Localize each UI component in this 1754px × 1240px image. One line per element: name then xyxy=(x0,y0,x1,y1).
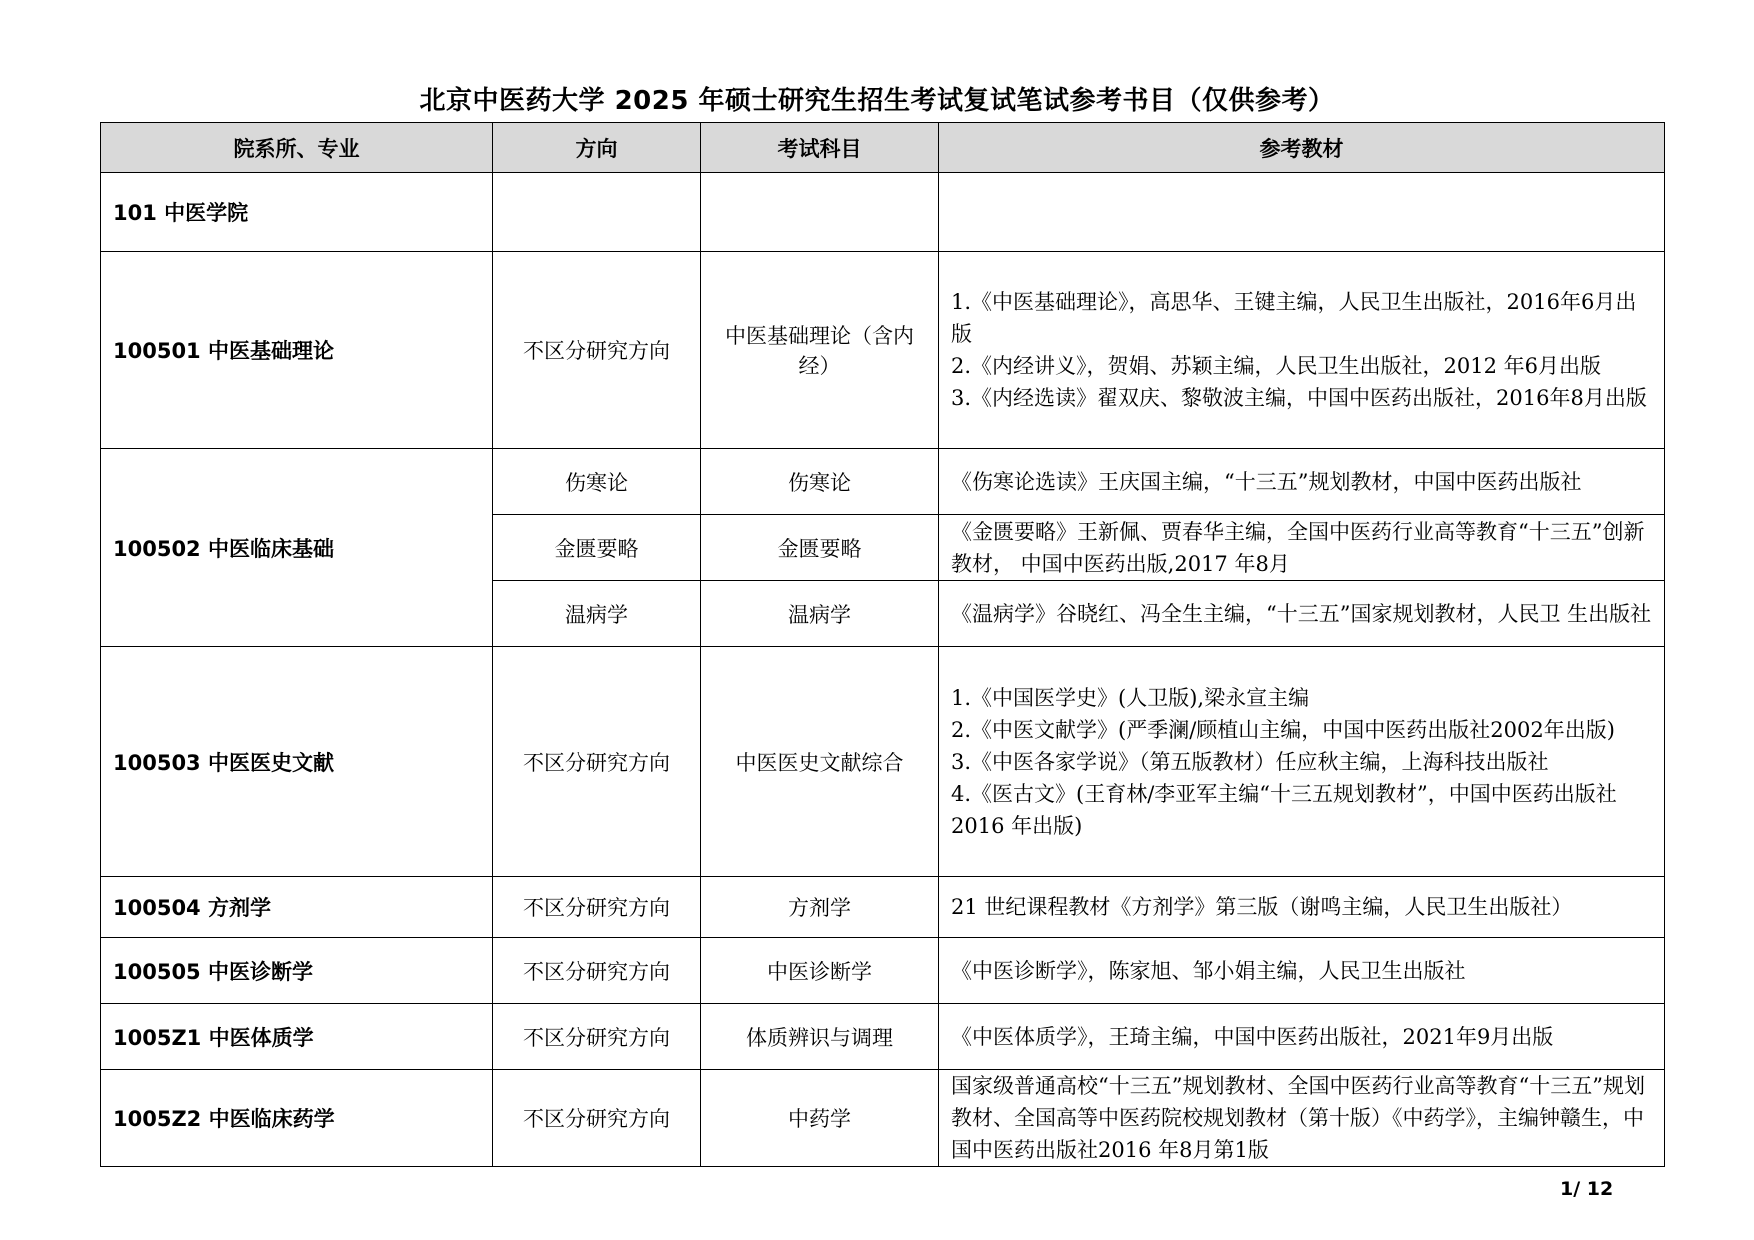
subject-cell: 体质辨识与调理 xyxy=(701,1004,939,1070)
major-cell: 100501 中医基础理论 xyxy=(101,252,493,449)
header-books: 参考教材 xyxy=(939,123,1665,173)
direction-cell: 温病学 xyxy=(493,581,701,647)
book-entry: 1.《中医基础理论》，高思华、王键主编，人民卫生出版社，2016年6月出版 xyxy=(951,290,1637,346)
books-cell: 《金匮要略》王新佩、贾春华主编，全国中医药行业高等教育“十三五”创新教材， 中国中医药出版,2017 年8月 xyxy=(939,515,1665,581)
books-cell: 《中医诊断学》，陈家旭、邹小娟主编，人民卫生出版社 xyxy=(939,938,1665,1004)
books-cell xyxy=(939,647,1665,877)
table-row xyxy=(101,173,1665,252)
subject-cell: 伤寒论 xyxy=(701,449,939,515)
table-row xyxy=(101,449,1665,515)
major-cell: 100505 中医诊断学 xyxy=(101,938,493,1004)
direction-cell: 不区分研究方向 xyxy=(493,647,701,877)
major-cell: 101 中医学院 xyxy=(101,173,493,252)
direction-cell: 不区分研究方向 xyxy=(493,252,701,449)
table-row xyxy=(101,938,1665,1004)
subject-cell: 中医基础理论（含内经） xyxy=(701,252,939,449)
major-cell: 100502 中医临床基础 xyxy=(101,449,493,647)
subject-cell: 中医医史文献综合 xyxy=(701,647,939,877)
direction-cell: 金匮要略 xyxy=(493,515,701,581)
subject-cell: 金匮要略 xyxy=(701,515,939,581)
table-row xyxy=(101,647,1665,877)
table-header-row xyxy=(101,123,1665,173)
header-direction: 方向 xyxy=(493,123,701,173)
reference-books-table xyxy=(100,122,1665,1167)
table-row xyxy=(101,1070,1665,1167)
books-cell: 《中医体质学》，王琦主编，中国中医药出版社，2021年9月出版 xyxy=(939,1004,1665,1070)
book-entry: 2.《内经讲义》，贺娟、苏颖主编，人民卫生出版社，2012 年6月出版 xyxy=(951,354,1602,378)
books-cell: 21 世纪课程教材《方剂学》第三版（谢鸣主编，人民卫生出版社） xyxy=(939,877,1665,938)
subject-cell: 方剂学 xyxy=(701,877,939,938)
page-number: 1/ 12 xyxy=(1560,1178,1614,1200)
major-cell: 100503 中医医史文献 xyxy=(101,647,493,877)
page-title: 北京中医药大学 2025 年硕士研究生招生考试复试笔试参考书目（仅供参考） xyxy=(419,86,1335,116)
table-row xyxy=(101,877,1665,938)
direction-cell: 不区分研究方向 xyxy=(493,1004,701,1070)
major-cell: 1005Z1 中医体质学 xyxy=(101,1004,493,1070)
major-cell: 1005Z2 中医临床药学 xyxy=(101,1070,493,1167)
direction-cell: 不区分研究方向 xyxy=(493,1070,701,1167)
header-subject: 考试科目 xyxy=(701,123,939,173)
books-cell: 国家级普通高校“十三五”规划教材、全国中医药行业高等教育“十三五”规划教材、全国高等中医药院校规划教材（第十版）《中药学》，主编钟赣生，中国中医药出版社2016 年8月第1版 xyxy=(939,1070,1665,1167)
direction-cell: 伤寒论 xyxy=(493,449,701,515)
subject-cell: 中药学 xyxy=(701,1070,939,1167)
direction-cell: 不区分研究方向 xyxy=(493,877,701,938)
book-entry: 1.《中国医学史》(人卫版),梁永宣主编 xyxy=(951,685,1310,710)
book-entry: 2.《中医文献学》(严季澜/顾植山主编，中国中医药出版社2002年出版) xyxy=(951,717,1615,742)
books-cell: 《伤寒论选读》王庆国主编，“十三五”规划教材，中国中医药出版社 xyxy=(939,449,1665,515)
direction-cell: 不区分研究方向 xyxy=(493,938,701,1004)
table-row xyxy=(101,1004,1665,1070)
direction-cell xyxy=(493,173,701,252)
book-entry: 3.《内经选读》翟双庆、黎敬波主编，中国中医药出版社，2016年8月出版 xyxy=(951,386,1647,410)
books-cell xyxy=(939,252,1665,449)
book-entry: 4.《医古文》(王育林/李亚军主编“十三五规划教材”，中国中医药出版社2016 年出版) xyxy=(951,781,1617,838)
header-major: 院系所、专业 xyxy=(101,123,493,173)
subject-cell: 中医诊断学 xyxy=(701,938,939,1004)
table-row xyxy=(101,252,1665,449)
book-entry: 3.《中医各家学说》（第五版教材）任应秋主编，上海科技出版社 xyxy=(951,749,1549,774)
subject-cell xyxy=(701,173,939,252)
books-cell: 《温病学》谷晓红、冯全生主编，“十三五”国家规划教材，人民卫 生出版社 xyxy=(939,581,1665,647)
major-cell: 100504 方剂学 xyxy=(101,877,493,938)
subject-cell: 温病学 xyxy=(701,581,939,647)
books-cell xyxy=(939,173,1665,252)
